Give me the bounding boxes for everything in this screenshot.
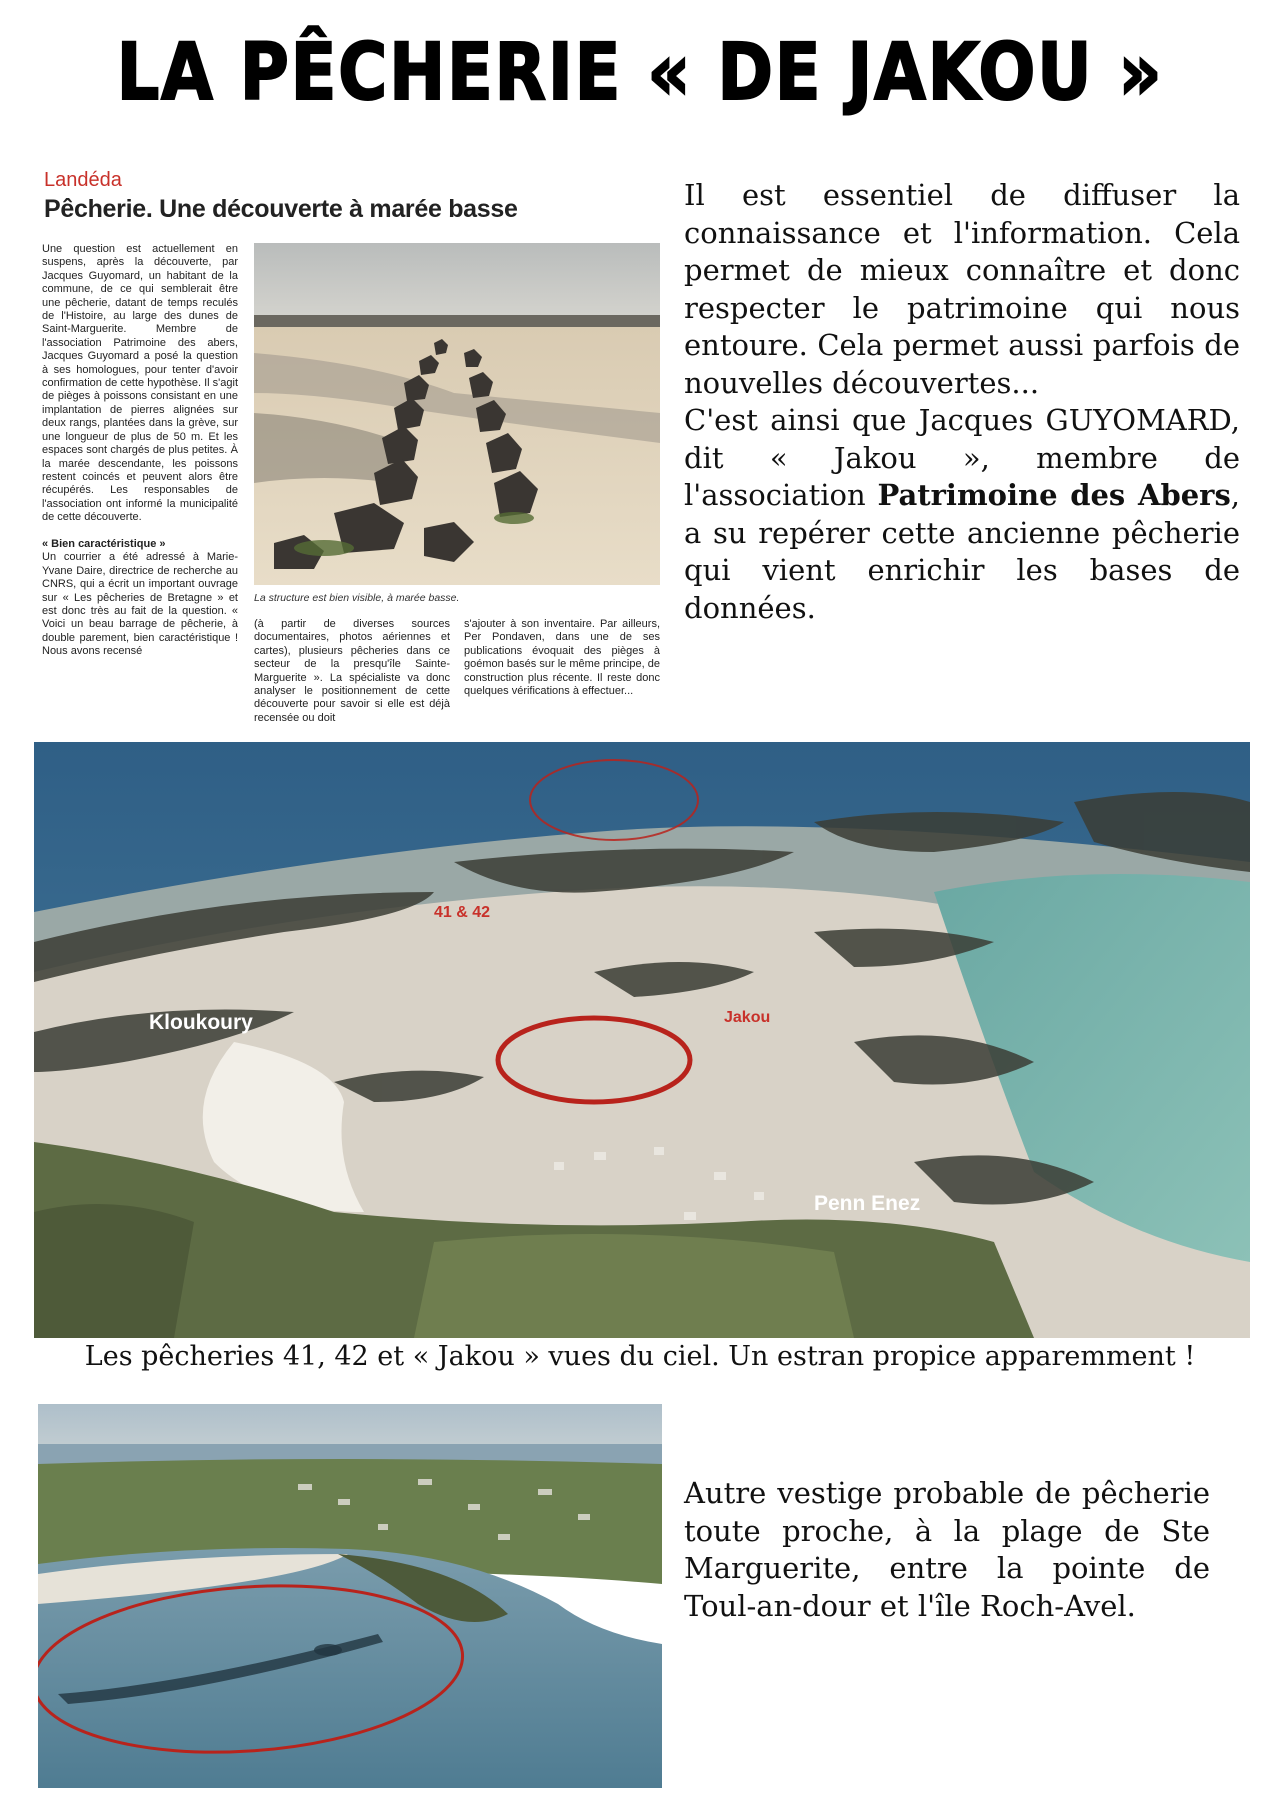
label-kloukoury: Kloukoury <box>149 1011 253 1034</box>
article-subhead: « Bien caractéristique » <box>42 537 166 550</box>
intro-paragraph-1: Il est essentiel de diffuser la connaissance et l'information. Cela permet de mieux connaître et donc respecter le patrimoine qui nous entoure. Cela permet aussi parfois de nouvelles découvertes... <box>684 178 1240 400</box>
photo-caption: La structure est bien visible, à marée basse. <box>254 592 460 604</box>
second-text: Autre vestige probable de pêcherie toute proche, à la plage de Ste Marguerite, entre la pointe de Toul-an-dour et l'île Roch-Avel. <box>684 1476 1210 1623</box>
aerial-caption: Les pêcheries 41, 42 et « Jakou » vues du ciel. Un estran propice apparemment ! <box>84 1341 1196 1372</box>
article-col1-text: Une question est actuellement en suspens, après la découverte, par Jacques Guyomard, un habitant de la commune, de ce qui semblerait être une pêcherie, datant de temps reculés de l'Histoire, au large des dunes de Saint-Marguerite. Membre de l'association Patrimoine des abers, Jacques Guyomard a posé la question à ses homologues, pour tenter d'avoir confirmation de cette hypothèse. Il s'agit de pièges à poissons consistant en une implantation de pierres alignées sur deux rangs, plantées dans la grève, sur une longueur de plus de 50 m. Et les espaces sont chargés de plus petites. À la marée descendante, les poissons restent coincés et peuvent alors être récupérés. Les responsables de l'association ont informé la municipalité de cette découverte. <box>42 243 238 524</box>
ste-marguerite-photo <box>38 1404 662 1788</box>
label-penn-enez: Penn Enez <box>814 1192 921 1215</box>
intro-text <box>684 177 1240 627</box>
association-name: Patrimoine des Abers <box>877 478 1231 512</box>
article-headline: Pêcherie. Une découverte à marée basse <box>44 195 518 223</box>
label-jakou: Jakou <box>724 1009 771 1026</box>
page-title: LA PÊCHERIE « DE JAKOU » <box>116 28 1164 118</box>
article-column-2: (à partir de diverses sources documentaires, photos aériennes et cartes), plusieurs pêcheries dans ce secteur de la presqu'île Sainte-Marguerite ». La spécialiste va donc analyser le positionnement de cette découverte pour savoir si elle est déjà recensée ou doit <box>254 618 450 724</box>
article-town: Landéda <box>44 169 122 191</box>
fish-weir-photo <box>254 243 660 585</box>
article-column-1 <box>42 243 238 659</box>
aerial-photo <box>34 742 1250 1338</box>
article-col1b-text: Un courrier a été adressé à Marie-Yvane Daire, directrice de recherche au CNRS, qui a écrit un important ouvrage sur « Les pêcheries de Bretagne » et est donc très au fait de la question. « Voici un beau barrage de pêcherie, à double parement, bien caractéristique ! Nous avons recensé <box>42 551 238 658</box>
intro-p2-start: C'est ainsi que Jacques GUYOMARD, dit « Jakou », membre de l'association <box>684 403 1240 512</box>
article-column-3: s'ajouter à son inventaire. Par ailleurs, Per Pondaven, dans une de ses publications évoquait des pièges à goémon basés sur le même principe, de construction plus récente. Il reste donc quelques vérifications à effectuer... <box>464 618 660 698</box>
intro-p2-end: , a su repérer cette ancienne pêcherie qui vient enrichir les bases de données. <box>684 478 1240 625</box>
intro-paragraph-2 <box>684 402 1240 627</box>
newspaper-clipping <box>40 165 665 725</box>
label-41-42: 41 & 42 <box>434 904 491 921</box>
